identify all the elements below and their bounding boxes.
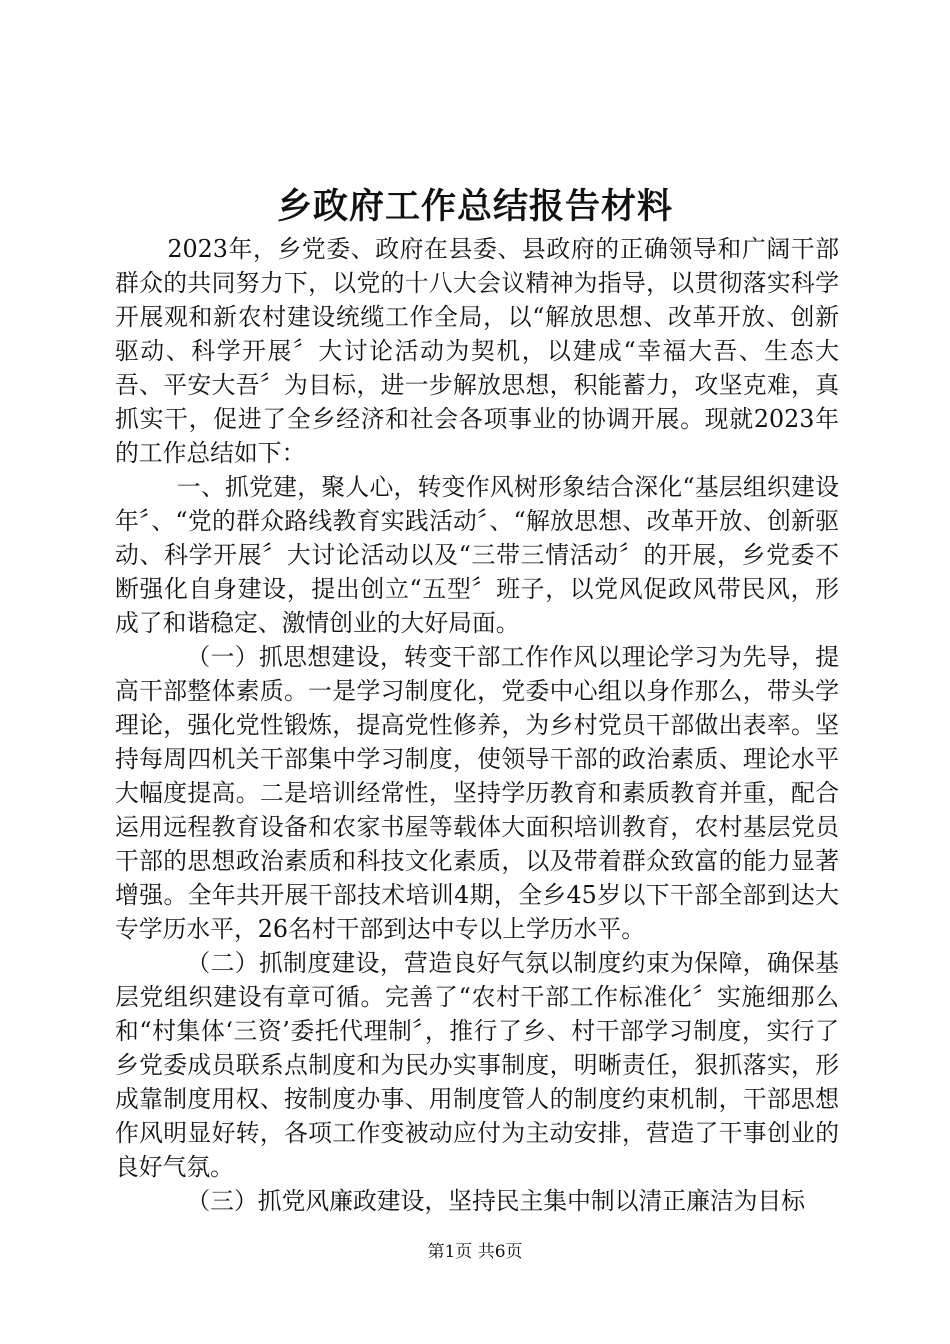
paragraph-intro: 2023年，乡党委、政府在县委、县政府的正确领导和广阔干部群众的共同努力下，以党的十八大会议精神为指导，以贯彻落实科学开展观和新农村建设统缆工作全局，以“解放思想、改革开放、创新驱动、科学开展〞大讨论活动为契机，以建成“幸福大吾、生态大吾、平安大吾〞为目标，进一步解放思想，积能蓄力，攻坚克难，真抓实干，促进了全乡经济和社会各项事业的协调开展。现就2023年的工作总结如下： [115, 235, 839, 467]
paragraph-section-1: 一、抓党建，聚人心，转变作风树形象结合深化“基层组织建设年〞、“党的群众路线教育实践活动〞、“解放思想、改革开放、创新驱动、科学开展〞大讨论活动以及“三带三情活动〞的开展，乡党委不断强化自身建设，提出创立“五型〞班子，以党风促政风带民风，形成了和谐稳定、激情创业的大好局面。 [115, 473, 839, 637]
page-number-footer: 第1页 共6页 [427, 1242, 523, 1262]
paragraph-subsection-3: （三）抓党风廉政建设，坚持民主集中制以清正廉洁为目标 [186, 1187, 806, 1215]
document-body [115, 232, 839, 1218]
paragraph-subsection-1: （一）抓思想建设，转变干部工作作风以理论学习为先导，提高干部整体素质。一是学习制度化，党委中心组以身作那么，带头学理论，强化党性锻炼，提高党性修养，为乡村党员干部做出表率。坚持每周四机关干部集中学习制度，使领导干部的政治素质、理论水平大幅度提高。二是培训经常性，坚持学历教育和素质教育并重，配合运用远程教育设备和农家书屋等载体大面积培训教育，农村基层党员干部的思想政治素质和科技文化素质，以及带着群众致富的能力显著增强。全年共开展干部技术培训4期，全乡45岁以下干部全部到达大专学历水平，26名村干部到达中专以上学历水平。 [115, 643, 839, 943]
paragraph-subsection-2: （二）抓制度建设，营造良好气氛以制度约束为保障，确保基层党组织建设有章可循。完善了“农村干部工作标准化〞实施细那么和“村集体‘三资’委托代理制〞，推行了乡、村干部学习制度，实行了乡党委成员联系点制度和为民办实事制度，明晰责任，狠抓落实，形成靠制度用权、按制度办事、用制度管人的制度约束机制，干部思想作风明显好转，各项工作变被动应付为主动安排，营造了干事创业的良好气氛。 [115, 949, 839, 1181]
document-title: 乡政府工作总结报告材料 [276, 186, 673, 227]
